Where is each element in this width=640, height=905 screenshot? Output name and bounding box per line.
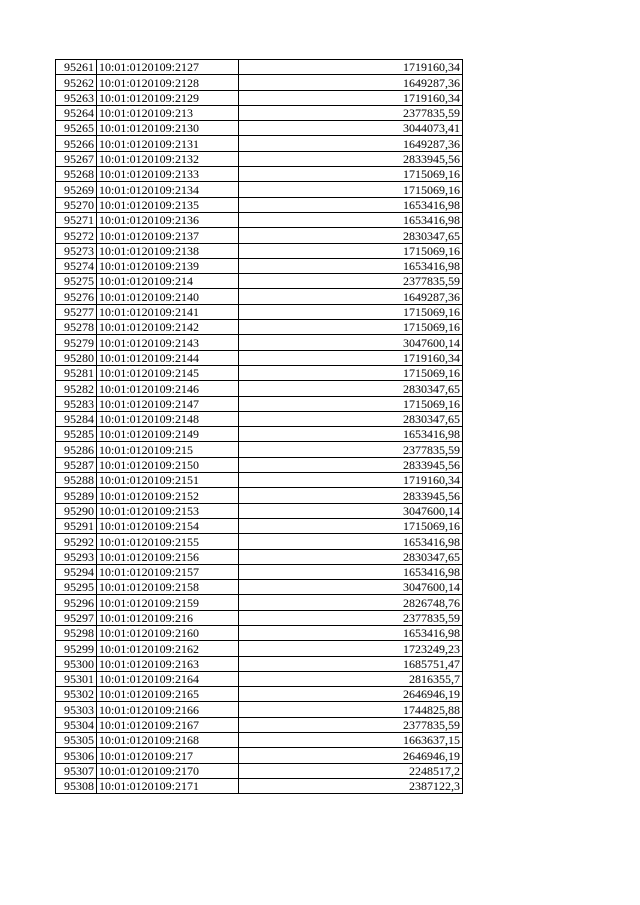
cadastral-number-cell: 10:01:0120109:2145 xyxy=(97,365,239,380)
table-row xyxy=(56,60,463,75)
row-id-cell: 95302 xyxy=(56,687,97,702)
cadastral-value-cell: 1715069,16 xyxy=(239,365,463,380)
cadastral-value-cell: 1649287,36 xyxy=(239,75,463,90)
table-row xyxy=(56,411,463,426)
table-row xyxy=(56,258,463,273)
row-id-cell: 95300 xyxy=(56,656,97,671)
cadastral-number-cell: 10:01:0120109:2152 xyxy=(97,488,239,503)
row-id-cell: 95294 xyxy=(56,564,97,579)
row-id-cell: 95284 xyxy=(56,411,97,426)
cadastral-number-cell: 10:01:0120109:2171 xyxy=(97,778,239,793)
cadastral-number-cell: 10:01:0120109:2148 xyxy=(97,411,239,426)
cadastral-value-cell: 2826748,76 xyxy=(239,595,463,610)
table-row xyxy=(56,289,463,304)
row-id-cell: 95286 xyxy=(56,442,97,457)
cadastral-value-cell: 3044073,41 xyxy=(239,121,463,136)
cadastral-number-cell: 10:01:0120109:2143 xyxy=(97,335,239,350)
table-row xyxy=(56,457,463,472)
cadastral-value-cell: 2377835,59 xyxy=(239,717,463,732)
cadastral-number-cell: 10:01:0120109:2164 xyxy=(97,671,239,686)
cadastral-number-cell: 10:01:0120109:2155 xyxy=(97,534,239,549)
table-row xyxy=(56,427,463,442)
cadastral-number-cell: 10:01:0120109:2163 xyxy=(97,656,239,671)
table-row xyxy=(56,518,463,533)
cadastral-number-cell: 10:01:0120109:213 xyxy=(97,105,239,120)
cadastral-value-cell: 1653416,98 xyxy=(239,625,463,640)
cadastral-number-cell: 10:01:0120109:2160 xyxy=(97,625,239,640)
cadastral-value-cell: 2377835,59 xyxy=(239,274,463,289)
cadastral-number-cell: 10:01:0120109:2142 xyxy=(97,320,239,335)
cadastral-number-cell: 10:01:0120109:2157 xyxy=(97,564,239,579)
cadastral-value-cell: 2830347,65 xyxy=(239,381,463,396)
cadastral-value-cell: 1715069,16 xyxy=(239,396,463,411)
table-row xyxy=(56,90,463,105)
row-id-cell: 95273 xyxy=(56,243,97,258)
cadastral-number-cell: 10:01:0120109:2146 xyxy=(97,381,239,396)
cadastral-number-cell: 10:01:0120109:2138 xyxy=(97,243,239,258)
row-id-cell: 95287 xyxy=(56,457,97,472)
row-id-cell: 95289 xyxy=(56,488,97,503)
cadastral-number-cell: 10:01:0120109:2149 xyxy=(97,427,239,442)
cadastral-value-cell: 2830347,65 xyxy=(239,228,463,243)
row-id-cell: 95297 xyxy=(56,610,97,625)
cadastral-number-cell: 10:01:0120109:2144 xyxy=(97,350,239,365)
row-id-cell: 95290 xyxy=(56,503,97,518)
row-id-cell: 95266 xyxy=(56,136,97,151)
row-id-cell: 95268 xyxy=(56,167,97,182)
cadastral-value-cell: 1653416,98 xyxy=(239,427,463,442)
cadastral-value-cell: 2833945,56 xyxy=(239,151,463,166)
table-row xyxy=(56,549,463,564)
table-body xyxy=(56,60,463,794)
cadastral-number-cell: 10:01:0120109:2128 xyxy=(97,75,239,90)
cadastral-value-cell: 2387122,3 xyxy=(239,778,463,793)
cadastral-number-cell: 10:01:0120109:2131 xyxy=(97,136,239,151)
table-row xyxy=(56,197,463,212)
cadastral-value-cell: 2248517,2 xyxy=(239,763,463,778)
row-id-cell: 95275 xyxy=(56,274,97,289)
table-row xyxy=(56,473,463,488)
row-id-cell: 95277 xyxy=(56,304,97,319)
table-row xyxy=(56,396,463,411)
cadastral-value-cell: 1653416,98 xyxy=(239,258,463,273)
cadastral-number-cell: 10:01:0120109:2166 xyxy=(97,702,239,717)
row-id-cell: 95295 xyxy=(56,580,97,595)
table-row xyxy=(56,641,463,656)
cadastral-number-cell: 10:01:0120109:214 xyxy=(97,274,239,289)
cadastral-value-cell: 1663637,15 xyxy=(239,733,463,748)
row-id-cell: 95288 xyxy=(56,473,97,488)
row-id-cell: 95279 xyxy=(56,335,97,350)
table-row xyxy=(56,656,463,671)
table-row xyxy=(56,320,463,335)
table-row xyxy=(56,182,463,197)
table-row xyxy=(56,442,463,457)
row-id-cell: 95305 xyxy=(56,733,97,748)
cadastral-value-cell: 1653416,98 xyxy=(239,212,463,227)
table-row xyxy=(56,733,463,748)
row-id-cell: 95278 xyxy=(56,320,97,335)
cadastral-value-cell: 2646946,19 xyxy=(239,687,463,702)
cadastral-number-cell: 10:01:0120109:2139 xyxy=(97,258,239,273)
table-row xyxy=(56,717,463,732)
row-id-cell: 95281 xyxy=(56,365,97,380)
cadastral-number-cell: 10:01:0120109:2134 xyxy=(97,182,239,197)
cadastral-value-table xyxy=(55,59,463,794)
cadastral-number-cell: 10:01:0120109:2140 xyxy=(97,289,239,304)
cadastral-value-cell: 1653416,98 xyxy=(239,197,463,212)
cadastral-number-cell: 10:01:0120109:2129 xyxy=(97,90,239,105)
cadastral-number-cell: 10:01:0120109:2150 xyxy=(97,457,239,472)
cadastral-value-cell: 2816355,7 xyxy=(239,671,463,686)
row-id-cell: 95298 xyxy=(56,625,97,640)
cadastral-number-cell: 10:01:0120109:2133 xyxy=(97,167,239,182)
cadastral-value-cell: 2646946,19 xyxy=(239,748,463,763)
table-row xyxy=(56,564,463,579)
table-row xyxy=(56,136,463,151)
table-row xyxy=(56,671,463,686)
row-id-cell: 95272 xyxy=(56,228,97,243)
row-id-cell: 95264 xyxy=(56,105,97,120)
cadastral-value-cell: 1715069,16 xyxy=(239,518,463,533)
row-id-cell: 95299 xyxy=(56,641,97,656)
cadastral-number-cell: 10:01:0120109:217 xyxy=(97,748,239,763)
cadastral-value-cell: 3047600,14 xyxy=(239,580,463,595)
cadastral-value-cell: 1649287,36 xyxy=(239,289,463,304)
cadastral-number-cell: 10:01:0120109:2158 xyxy=(97,580,239,595)
cadastral-value-cell: 3047600,14 xyxy=(239,335,463,350)
table-row xyxy=(56,121,463,136)
row-id-cell: 95283 xyxy=(56,396,97,411)
row-id-cell: 95304 xyxy=(56,717,97,732)
cadastral-value-cell: 2377835,59 xyxy=(239,105,463,120)
table-row xyxy=(56,75,463,90)
cadastral-value-cell: 1719160,34 xyxy=(239,90,463,105)
cadastral-number-cell: 10:01:0120109:216 xyxy=(97,610,239,625)
cadastral-value-cell: 1653416,98 xyxy=(239,534,463,549)
cadastral-number-cell: 10:01:0120109:2154 xyxy=(97,518,239,533)
table-row xyxy=(56,304,463,319)
cadastral-number-cell: 10:01:0120109:2167 xyxy=(97,717,239,732)
table-row xyxy=(56,763,463,778)
row-id-cell: 95271 xyxy=(56,212,97,227)
cadastral-value-cell: 1715069,16 xyxy=(239,304,463,319)
cadastral-value-cell: 2833945,56 xyxy=(239,457,463,472)
table-row xyxy=(56,105,463,120)
cadastral-number-cell: 10:01:0120109:2141 xyxy=(97,304,239,319)
cadastral-number-cell: 10:01:0120109:2168 xyxy=(97,733,239,748)
row-id-cell: 95296 xyxy=(56,595,97,610)
cadastral-value-cell: 1715069,16 xyxy=(239,243,463,258)
cadastral-value-cell: 2830347,65 xyxy=(239,411,463,426)
row-id-cell: 95303 xyxy=(56,702,97,717)
cadastral-value-cell: 1685751,47 xyxy=(239,656,463,671)
table-row xyxy=(56,488,463,503)
table-row xyxy=(56,151,463,166)
table-row xyxy=(56,167,463,182)
row-id-cell: 95308 xyxy=(56,778,97,793)
table-row xyxy=(56,580,463,595)
cadastral-value-cell: 1719160,34 xyxy=(239,60,463,75)
table-row xyxy=(56,748,463,763)
cadastral-number-cell: 10:01:0120109:215 xyxy=(97,442,239,457)
cadastral-number-cell: 10:01:0120109:2151 xyxy=(97,473,239,488)
document-page xyxy=(55,59,462,794)
cadastral-number-cell: 10:01:0120109:2162 xyxy=(97,641,239,656)
table-row xyxy=(56,228,463,243)
cadastral-number-cell: 10:01:0120109:2130 xyxy=(97,121,239,136)
table-row xyxy=(56,625,463,640)
table-row xyxy=(56,243,463,258)
table-row xyxy=(56,534,463,549)
row-id-cell: 95276 xyxy=(56,289,97,304)
row-id-cell: 95307 xyxy=(56,763,97,778)
row-id-cell: 95270 xyxy=(56,197,97,212)
row-id-cell: 95306 xyxy=(56,748,97,763)
table-row xyxy=(56,335,463,350)
row-id-cell: 95291 xyxy=(56,518,97,533)
cadastral-number-cell: 10:01:0120109:2156 xyxy=(97,549,239,564)
row-id-cell: 95274 xyxy=(56,258,97,273)
table-row xyxy=(56,778,463,793)
cadastral-number-cell: 10:01:0120109:2153 xyxy=(97,503,239,518)
cadastral-number-cell: 10:01:0120109:2165 xyxy=(97,687,239,702)
cadastral-value-cell: 1723249,23 xyxy=(239,641,463,656)
table-row xyxy=(56,381,463,396)
table-row xyxy=(56,212,463,227)
table-row xyxy=(56,365,463,380)
cadastral-value-cell: 1649287,36 xyxy=(239,136,463,151)
row-id-cell: 95280 xyxy=(56,350,97,365)
cadastral-number-cell: 10:01:0120109:2136 xyxy=(97,212,239,227)
table-row xyxy=(56,702,463,717)
cadastral-value-cell: 2377835,59 xyxy=(239,610,463,625)
row-id-cell: 95267 xyxy=(56,151,97,166)
cadastral-value-cell: 1719160,34 xyxy=(239,473,463,488)
row-id-cell: 95269 xyxy=(56,182,97,197)
table-row xyxy=(56,503,463,518)
cadastral-value-cell: 2833945,56 xyxy=(239,488,463,503)
cadastral-value-cell: 1715069,16 xyxy=(239,167,463,182)
row-id-cell: 95265 xyxy=(56,121,97,136)
cadastral-value-cell: 1744825,88 xyxy=(239,702,463,717)
row-id-cell: 95282 xyxy=(56,381,97,396)
cadastral-number-cell: 10:01:0120109:2159 xyxy=(97,595,239,610)
table-row xyxy=(56,610,463,625)
cadastral-value-cell: 1715069,16 xyxy=(239,182,463,197)
cadastral-value-cell: 2377835,59 xyxy=(239,442,463,457)
table-row xyxy=(56,350,463,365)
table-row xyxy=(56,274,463,289)
cadastral-number-cell: 10:01:0120109:2135 xyxy=(97,197,239,212)
row-id-cell: 95293 xyxy=(56,549,97,564)
cadastral-value-cell: 2830347,65 xyxy=(239,549,463,564)
table-row xyxy=(56,687,463,702)
cadastral-number-cell: 10:01:0120109:2132 xyxy=(97,151,239,166)
cadastral-value-cell: 1715069,16 xyxy=(239,320,463,335)
cadastral-value-cell: 1653416,98 xyxy=(239,564,463,579)
cadastral-number-cell: 10:01:0120109:2147 xyxy=(97,396,239,411)
cadastral-number-cell: 10:01:0120109:2127 xyxy=(97,60,239,75)
cadastral-number-cell: 10:01:0120109:2170 xyxy=(97,763,239,778)
row-id-cell: 95301 xyxy=(56,671,97,686)
row-id-cell: 95262 xyxy=(56,75,97,90)
row-id-cell: 95285 xyxy=(56,427,97,442)
row-id-cell: 95263 xyxy=(56,90,97,105)
cadastral-value-cell: 3047600,14 xyxy=(239,503,463,518)
row-id-cell: 95261 xyxy=(56,60,97,75)
table-row xyxy=(56,595,463,610)
cadastral-value-cell: 1719160,34 xyxy=(239,350,463,365)
row-id-cell: 95292 xyxy=(56,534,97,549)
cadastral-number-cell: 10:01:0120109:2137 xyxy=(97,228,239,243)
